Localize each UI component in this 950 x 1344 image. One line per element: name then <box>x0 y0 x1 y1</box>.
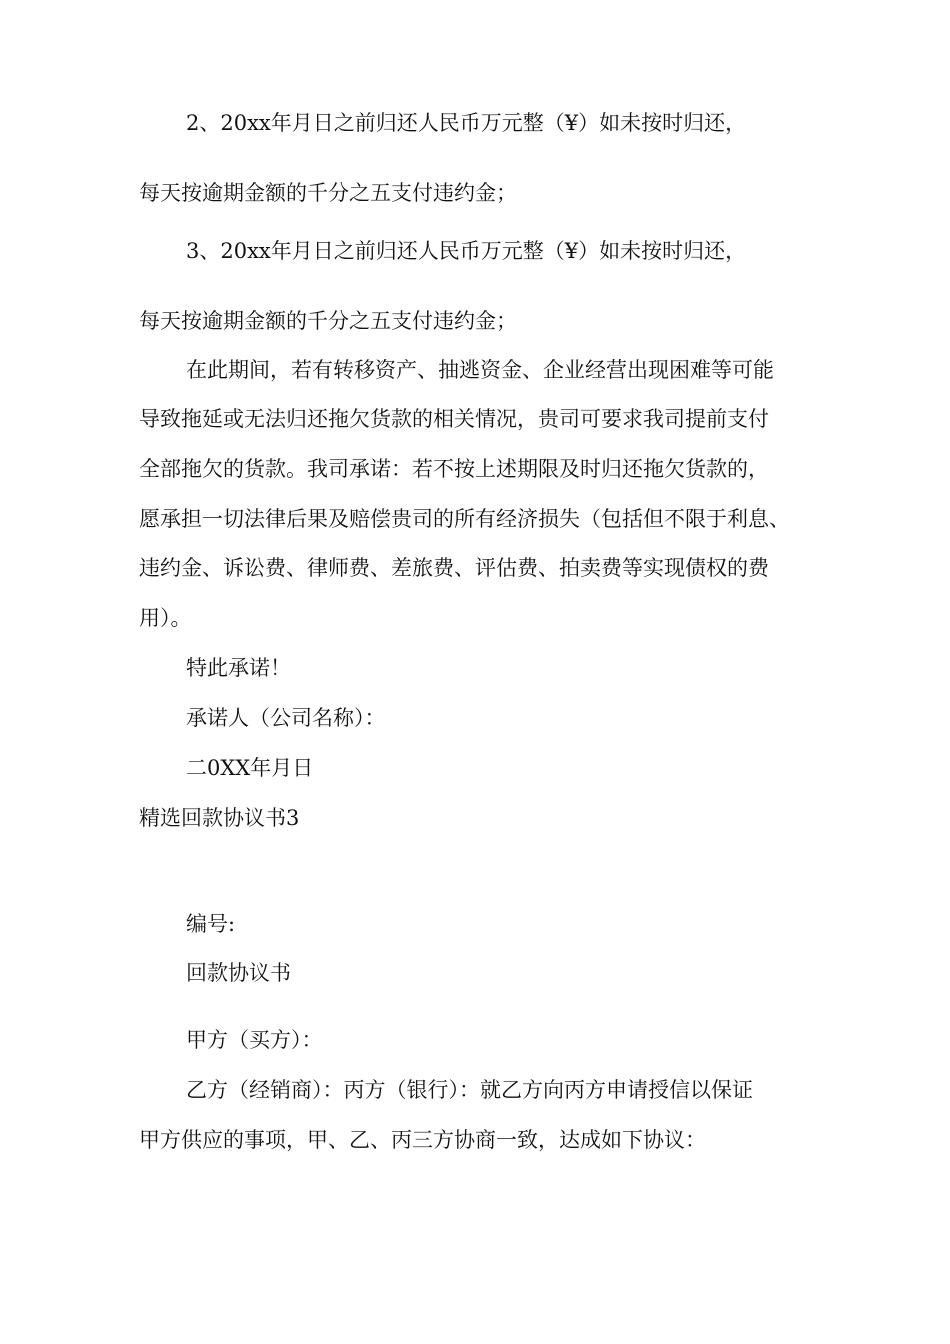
paragraph-line-3: 全部拖欠的货款。我司承诺：若不按上述期限及时归还拖欠货款的， <box>139 457 769 481</box>
paragraph-line-1: 在此期间，若有转移资产、抽逃资金、企业经营出现困难等可能 <box>186 358 774 382</box>
agreement-title: 回款协议书 <box>186 961 291 985</box>
parties-line-1: 乙方（经销商）：丙方（银行）：就乙方向丙方申请授信以保证 <box>186 1078 753 1102</box>
clause-3-line-2: 每天按逾期金额的千分之五支付违约金； <box>139 309 517 333</box>
declaration: 特此承诺！ <box>186 656 291 680</box>
paragraph-line-5: 违约金、诉讼费、律师费、差旅费、评估费、拍卖费等实现债权的费 <box>139 556 769 580</box>
paragraph-line-2: 导致拖延或无法归还拖欠货款的相关情况，贵司可要求我司提前支付 <box>139 407 769 431</box>
number-label: 编号: <box>186 912 236 936</box>
section-title: 精选回款协议书3 <box>139 806 300 830</box>
paragraph-line-6: 用）。 <box>139 606 192 630</box>
parties-line-2: 甲方供应的事项，甲、乙、丙三方协商一致，达成如下协议： <box>139 1128 706 1152</box>
party-a-label: 甲方（买方）： <box>186 1028 323 1052</box>
promisor-label: 承诺人（公司名称）： <box>186 706 386 730</box>
clause-3-line-1: 3、20xx年月日之前归还人民币万元整（¥）如未按时归还， <box>186 239 747 263</box>
date-line: 二0XX年月日 <box>186 756 314 780</box>
paragraph-line-4: 愿承担一切法律后果及赔偿贵司的所有经济损失（包括但不限于利息、 <box>139 507 790 531</box>
clause-2-line-2: 每天按逾期金额的千分之五支付违约金； <box>139 181 517 205</box>
clause-2-line-1: 2、20xx年月日之前归还人民币万元整（¥）如未按时归还， <box>186 111 747 135</box>
